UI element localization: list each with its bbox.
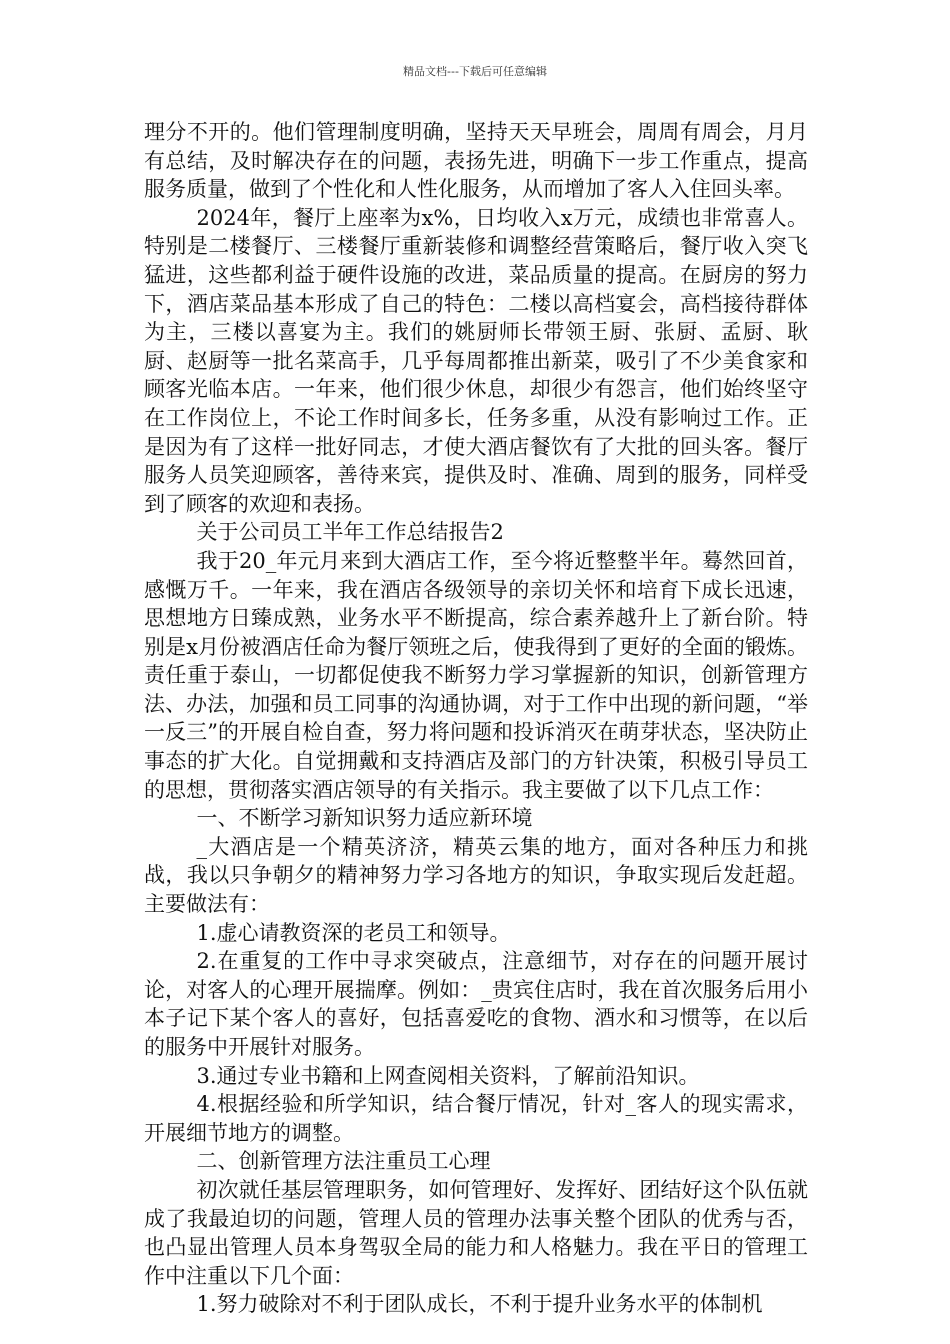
report-title: 关于公司员工半年工作总结报告2 — [196, 520, 504, 545]
page-header: 精品文档---下载后可任意编辑 — [403, 65, 547, 78]
list-item: 3.通过专业书籍和上网查阅相关资料，了解前沿知识。 — [196, 1063, 700, 1088]
paragraph: _大酒店是一个精英济济，精英云集的地方，面对各种压力和挑战，我以只争朝夕的精神努力学习各地方的知识，争取实现后发赶超。主要做法有： — [144, 834, 808, 917]
list-item: 2.在重复的工作中寻求突破点，注意细节，对存在的问题开展讨论，对客人的心理开展揣摩。例如：_贵宾住店时，我在首次服务后用小本子记下某个客人的喜好，包括喜爱吃的食物、酒水和习惯等，在以后的服务中开展针对服务。 — [144, 949, 808, 1059]
paragraph: 我于20_年元月来到大酒店工作，至今将近整整半年。蓦然回首，感慨万千。一年来，我在酒店各级领导的亲切关怀和培育下成长迅速，思想地方日臻成熟，业务水平不断提高，综合素养越升上了新台阶。特别是x月份被酒店任命为餐厅领班之后，使我得到了更好的全面的锻炼。责任重于泰山，一切都促使我不断努力学习掌握新的知识，创新管理方法、办法，加强和员工同事的沟通协调，对于工作中出现的新问题，“举一反三”的开展自检自查，努力将问题和投诉消灭在萌芽状态，坚决防止事态的扩大化。自觉拥戴和支持酒店及部门的方针决策，积极引导员工的思想，贯彻落实酒店领导的有关指示。我主要做了以下几点工作： — [144, 548, 808, 802]
document-body — [144, 118, 808, 1319]
section-heading: 二、创新管理方法注重员工心理 — [196, 1149, 491, 1174]
list-item: 4.根据经验和所学知识，结合餐厅情况，针对_客人的现实需求，开展细节地方的调整。 — [144, 1092, 808, 1145]
list-item: 1.虚心请教资深的老员工和领导。 — [196, 920, 511, 945]
section-heading: 一、不断学习新知识努力适应新环境 — [196, 806, 533, 831]
paragraph: 理分不开的。他们管理制度明确，坚持天天早班会，周周有周会，月月有总结，及时解决存在的问题，表扬先进，明确下一步工作重点，提高服务质量，做到了个性化和人性化服务，从而增加了客人入住回头率。 — [144, 120, 808, 202]
paragraph: 2024年，餐厅上座率为x%，日均收入x万元，成绩也非常喜人。特别是二楼餐厅、三楼餐厅重新装修和调整经营策略后，餐厅收入突飞猛进，这些都利益于硬件设施的改进，菜品质量的提高。在厨房的努力下，酒店菜品基本形成了自己的特色：二楼以高档宴会，高档接待群体为主，三楼以喜宴为主。我们的姚厨师长带领王厨、张厨、孟厨、耿厨、赵厨等一批名菜高手，几乎每周都推出新菜，吸引了不少美食家和顾客光临本店。一年来，他们很少休息，却很少有怨言，他们始终坚守在工作岗位上，不论工作时间多长，任务多重，从没有影响过工作。正是因为有了这样一批好同志，才使大酒店餐饮有了大批的回头客。餐厅服务人员笑迎顾客，善待来宾，提供及时、准确、周到的服务，同样受到了顾客的欢迎和表扬。 — [144, 205, 808, 516]
list-item: 1.努力破除对不利于团队成长，不利于提升业务水平的体制机 — [196, 1292, 763, 1317]
paragraph: 初次就任基层管理职务，如何管理好、发挥好、团结好这个队伍就成了我最迫切的问题，管理人员的管理办法事关整个团队的优秀与否，也凸显出管理人员本身驾驭全局的能力和人格魅力。我在平日的管理工作中注重以下几个面： — [144, 1177, 808, 1288]
